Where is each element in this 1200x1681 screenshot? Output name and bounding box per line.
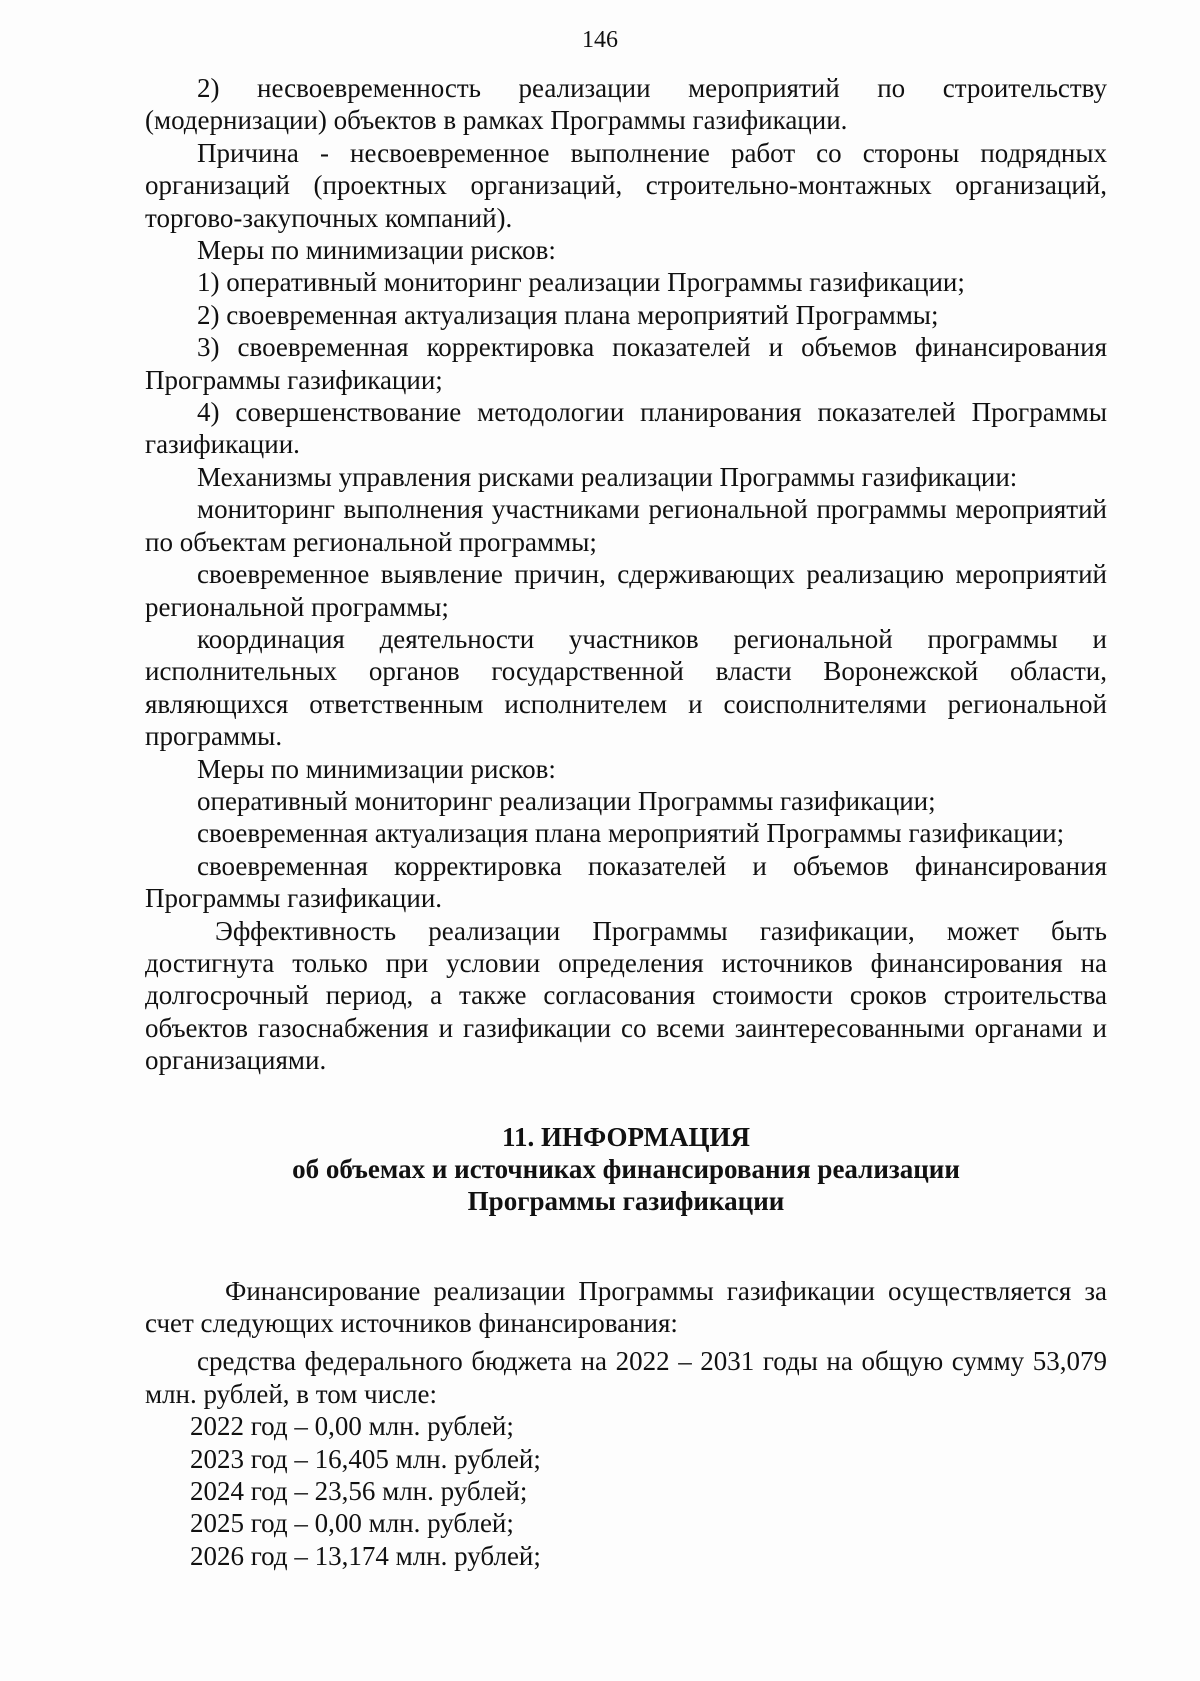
paragraph: своевременное выявление причин, сдерживающих реализацию мероприятий региональной программы; bbox=[145, 559, 1107, 622]
paragraph: Причина - несвоевременное выполнение работ со стороны подрядных организаций (проектных организаций, строительно-монтажных организаций, торгово-закупочных компаний). bbox=[145, 137, 1107, 233]
financing-intro: Финансирование реализации Программы газификации осуществляется за счет следующих источников финансирования: bbox=[145, 1275, 1107, 1338]
list-item: 2) своевременная актуализация плана мероприятий Программы; bbox=[197, 299, 939, 330]
paragraph: Меры по минимизации рисков: bbox=[197, 753, 556, 784]
paragraph: мониторинг выполнения участниками региональной программы мероприятий по объектам региональной программы; bbox=[145, 494, 1107, 557]
year-item: 2025 год – 0,00 млн. рублей; bbox=[190, 1508, 514, 1539]
page-number: 146 bbox=[582, 27, 618, 53]
year-item: 2022 год – 0,00 млн. рублей; bbox=[190, 1411, 514, 1442]
paragraph: Эффективность реализации Программы газификации, может быть достигнута только при условии определения источников финансирования на долгосрочный период, а также согласования стоимости сроков строительства объектов газоснабжения и газификации со всеми заинтересованными органами и организациями. bbox=[145, 915, 1107, 1076]
list-item: 3) своевременная корректировка показателей и объемов финансирования Программы газификации; bbox=[145, 332, 1107, 395]
year-item: 2023 год – 16,405 млн. рублей; bbox=[190, 1443, 541, 1474]
year-item: 2026 год – 13,174 млн. рублей; bbox=[190, 1540, 541, 1571]
paragraph: координация деятельности участников региональной программы и исполнительных органов государственной власти Воронежской области, являющихся ответственным исполнителем и соисполнителями региональной программы. bbox=[145, 623, 1107, 752]
paragraph: Механизмы управления рисками реализации Программы газификации: bbox=[197, 461, 1018, 492]
list-item: своевременная корректировка показателей и объемов финансирования Программы газификации. bbox=[145, 850, 1107, 914]
document-body bbox=[145, 72, 1107, 1572]
paragraph: 2) несвоевременность реализации мероприятий по строительству (модернизации) объектов в рамках Программы газификации. bbox=[145, 73, 1107, 136]
list-item: оперативный мониторинг реализации Программы газификации; bbox=[197, 785, 936, 816]
section-subtitle: об объемах и источниках финансирования реализации bbox=[292, 1153, 960, 1184]
list-item: 4) совершенствование методологии планирования показателей Программы газификации. bbox=[145, 397, 1107, 460]
list-item: 1) оперативный мониторинг реализации Программы газификации; bbox=[197, 267, 965, 298]
paragraph: Меры по минимизации рисков: bbox=[197, 235, 556, 266]
section-title: 11. ИНФОРМАЦИЯ bbox=[502, 1121, 750, 1152]
federal-budget-paragraph: средства федерального бюджета на 2022 – 2031 годы на общую сумму 53,079 млн. рублей, в том числе: bbox=[145, 1346, 1107, 1409]
section-subtitle: Программы газификации bbox=[467, 1185, 785, 1216]
section-heading bbox=[145, 1121, 1107, 1217]
list-item: своевременная актуализация плана мероприятий Программы газификации; bbox=[197, 818, 1065, 849]
year-item: 2024 год – 23,56 млн. рублей; bbox=[190, 1476, 528, 1507]
